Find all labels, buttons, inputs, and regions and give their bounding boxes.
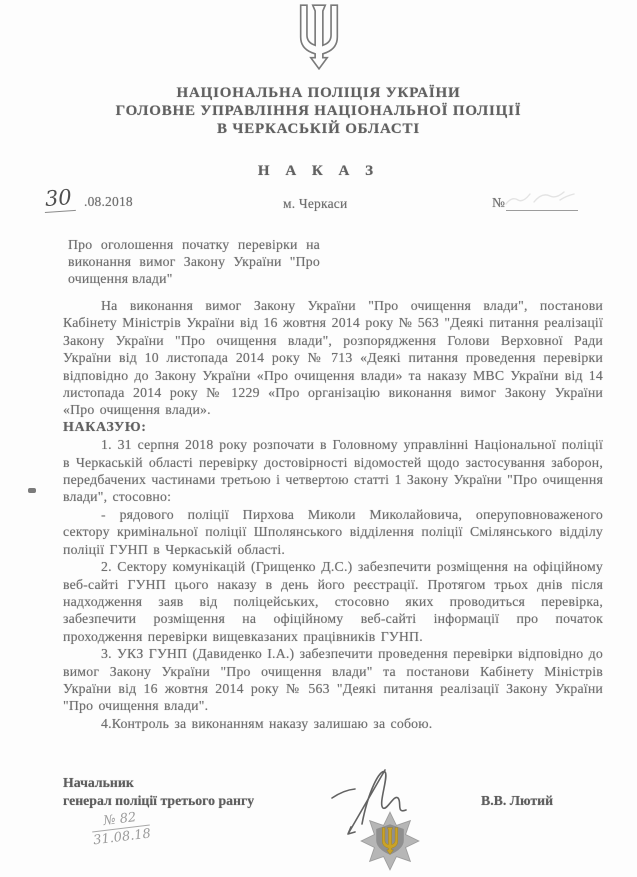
order-title: Н А К А З (257, 163, 380, 179)
order-item-2: 2. Сектору комунікацій (Грищенко Д.С.) забезпечити розміщення на офіційному веб-сайті ГУНП цього наказу в день його реєстрації. Протягом трьох днів після надходження заяв від поліцейських, стосовно яких проводиться перевірка, забезпечити розміщення на офіційному веб-сайті інформації про початок проходження перевірки вищевказаних працівників ГУНП. (63, 559, 603, 644)
order-item-1: 1. 31 серпня 2018 року розпочати в Головному управлінні Національної поліції в Черкаській області перевірку достовірності відомостей щодо застосування заборон, передбачених частинами третьою і четвертою статті 1 Закону України "Про очищення влади", стосовно: (63, 437, 603, 505)
registration-date: 31.08.18 (92, 826, 152, 849)
handwritten-day: 30 (43, 185, 75, 213)
signatory-name: В.В. Лютий (481, 793, 554, 808)
trident-emblem-icon (292, 4, 346, 70)
city-label: м. Черкаси (283, 196, 348, 211)
signatory-position-line1: Начальник (63, 775, 134, 790)
decree-word: НАКАЗУЮ: (63, 419, 147, 435)
registration-number: № 82 (90, 809, 150, 833)
header-line-2: ГОЛОВНЕ УПРАВЛІННЯ НАЦІОНАЛЬНОЇ ПОЛІЦІЇ (115, 103, 522, 119)
header-line-1: НАЦІОНАЛЬНА ПОЛІЦІЯ УКРАЇНИ (176, 85, 461, 101)
number-label: № (492, 195, 506, 210)
preamble-paragraph: На виконання вимог Закону України "Про очищення влади", постанови Кабінету Міністрів України від 16 жовтня 2014 року № 563 "Деякі питання реалізації Закону України "Про очищення влади", розпорядження Голови Верховної Ради України від 10 листопада 2014 року № 713 «Деякі питання проведення перевірки відповідно до Закону України «Про очищення влади» та наказу МВС України від 14 листопада 2014 року № 1229 «Про організацію виконання вимог Закону України «Про очищення влади». (63, 298, 603, 418)
header-line-3: В ЧЕРКАСЬКІЙ ОБЛАСТІ (217, 121, 420, 137)
printed-date: .08.2018 (84, 194, 133, 209)
number-underline (506, 210, 578, 211)
order-item-4: 4.Контроль за виконанням наказу залишаю за собою. (101, 715, 433, 731)
police-badge-icon (360, 810, 420, 872)
order-item-1-subject: - рядового поліції Пирхова Миколи Миколайовича, оперуповноваженого сектору кримінальної поліції Шполянського відділення поліції Смілянського відділу поліції ГУНП в Черкаській області. (63, 506, 603, 557)
signatory-position-line2: генерал поліції третього рангу (63, 793, 255, 808)
faint-handwritten-number (500, 186, 580, 217)
document-header (0, 84, 637, 138)
order-item-3: 3. УКЗ ГУНП (Давиденко І.А.) забезпечити проведення перевірки відповідно до вимог Закону України "Про очищення влади" та постанови Кабінету Міністрів України від 16 жовтня 2014 року № 563 "Деякі питання реалізації Закону України "Про очищення влади". (63, 646, 603, 714)
scan-artifact-dot (28, 488, 36, 493)
order-body (63, 297, 603, 732)
order-subject: Про оголошення початку перевірки на виконання вимог Закону України "Про очищення влади" (68, 237, 320, 286)
handwritten-registration-note (90, 809, 151, 849)
signatory-position (63, 774, 254, 810)
